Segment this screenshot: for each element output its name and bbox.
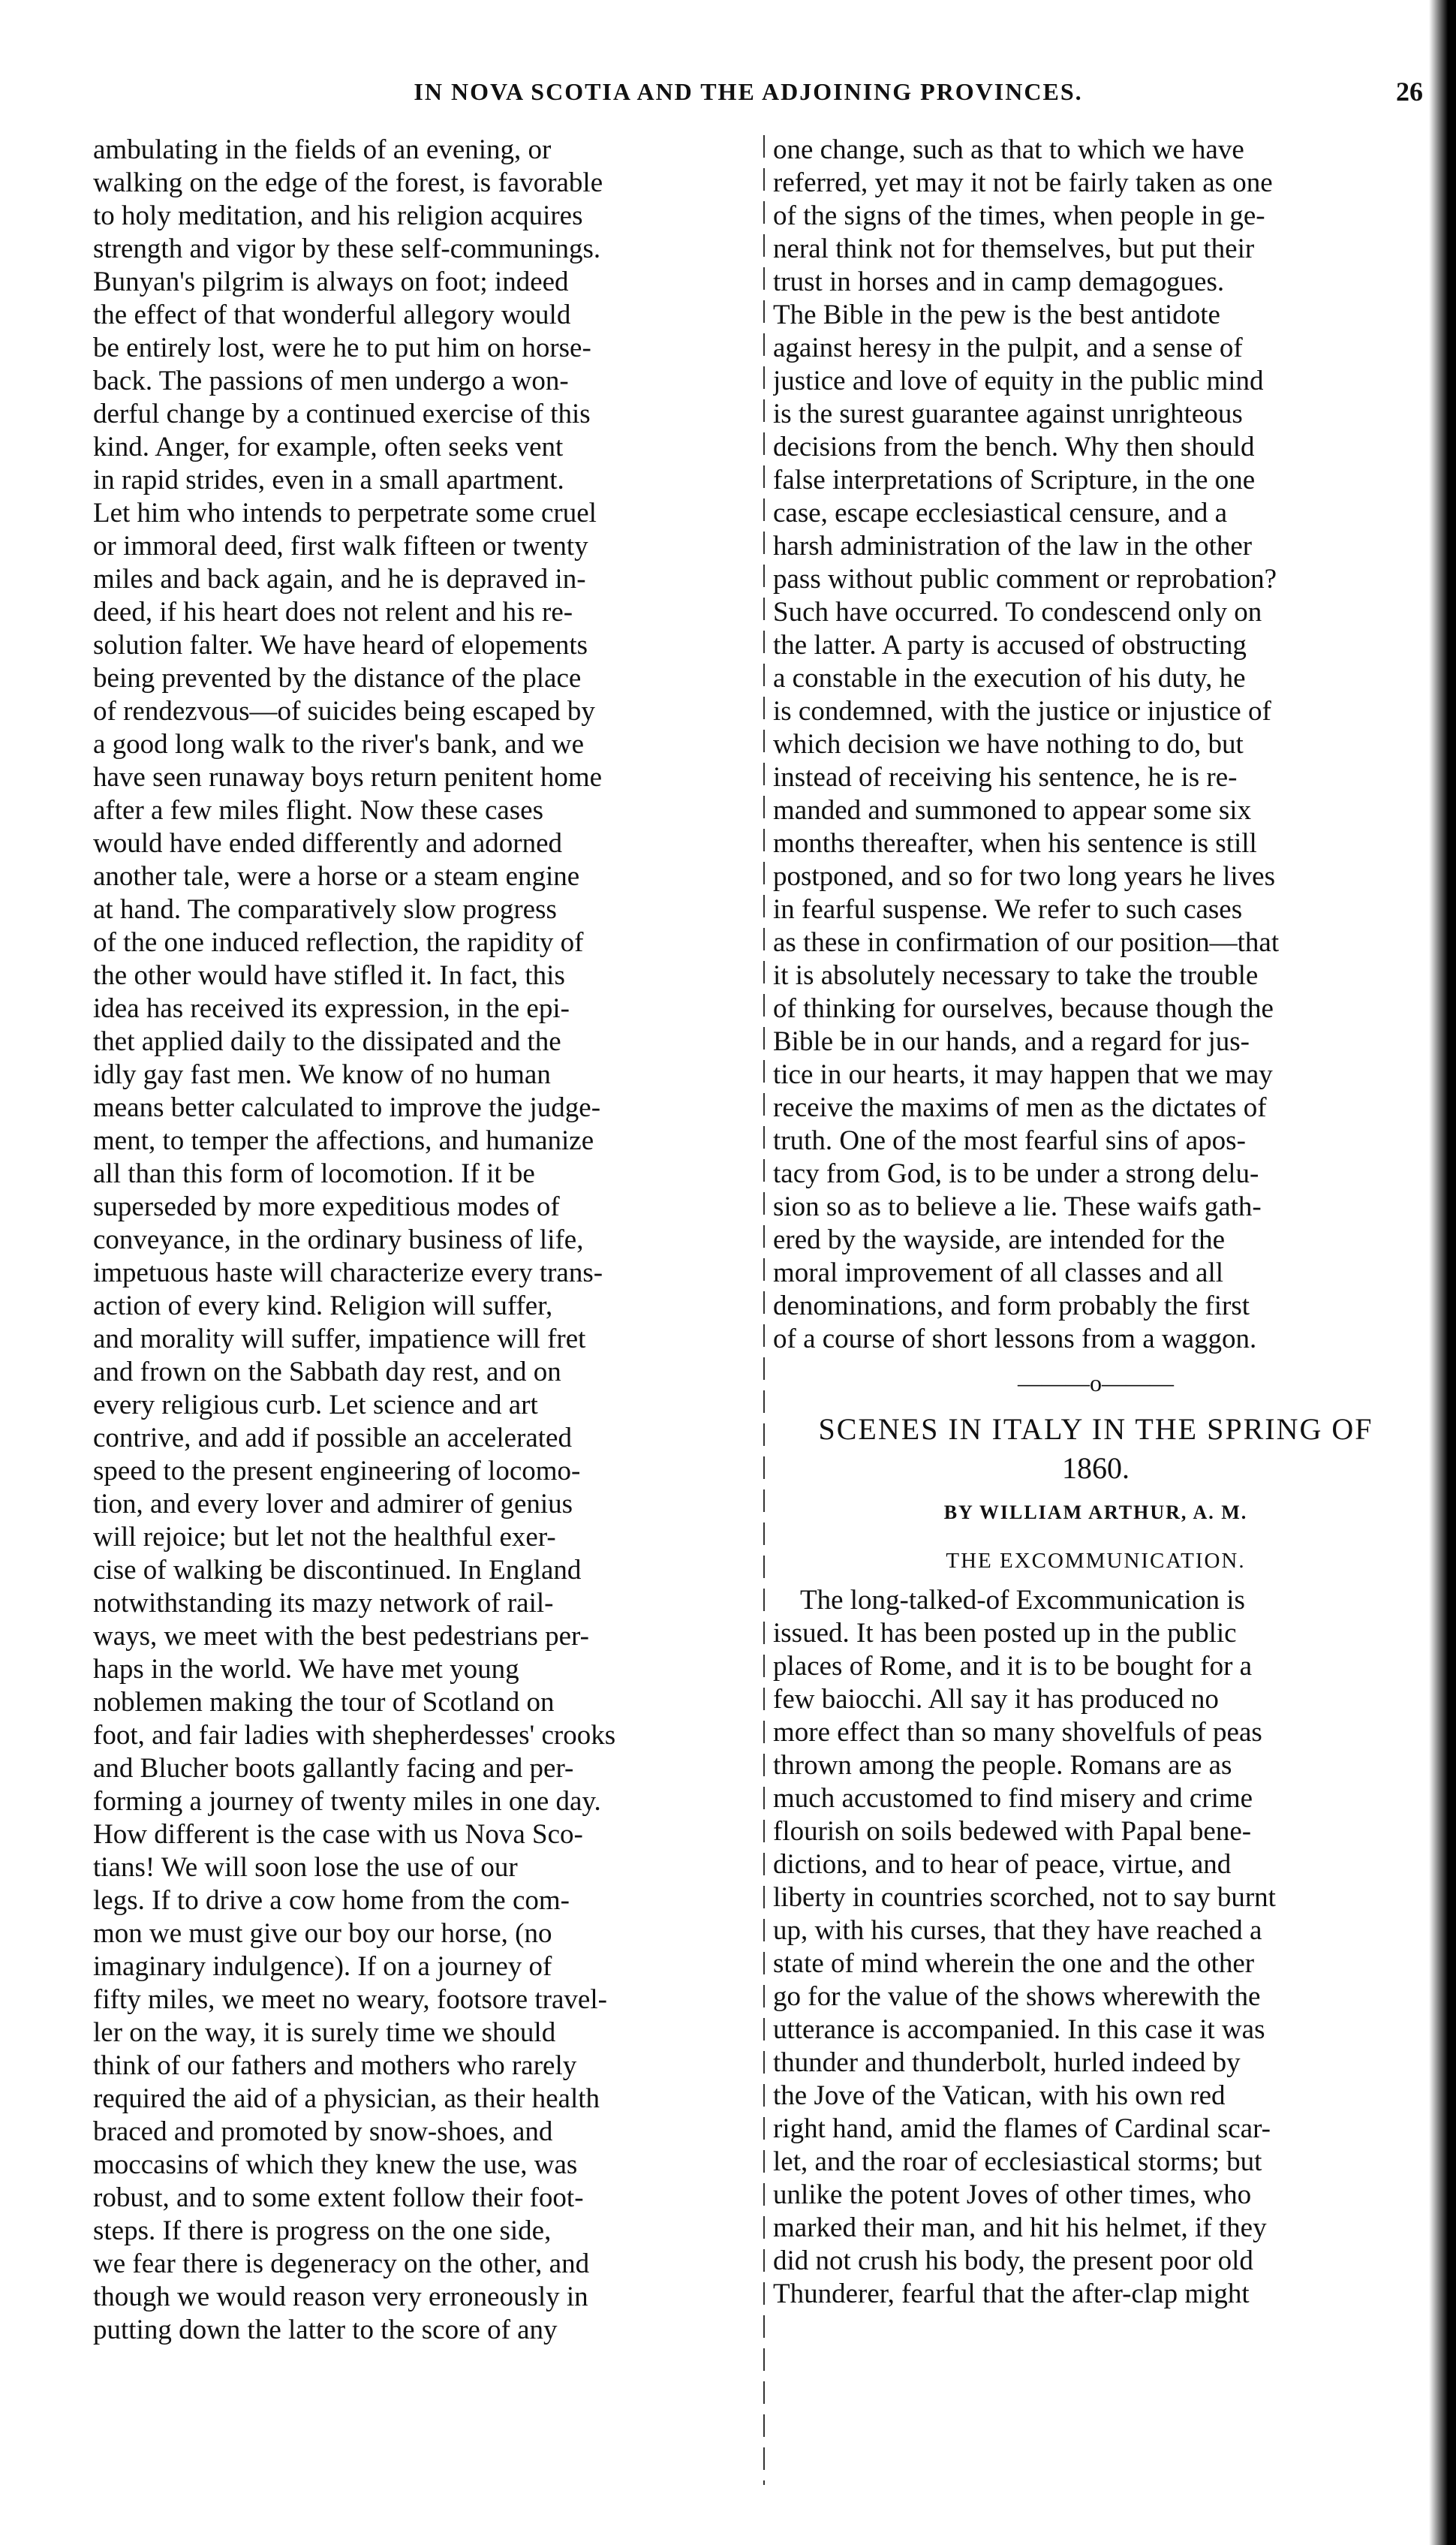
text-line: ways, we meet with the best pedestrians per- (93, 1621, 589, 1652)
text-line: robust, and to some extent follow their foot- (93, 2182, 584, 2213)
text-line: go for the value of the shows wherewith the (773, 1981, 1261, 2012)
text-line: and frown on the Sabbath day rest, and on (93, 1357, 561, 1387)
text-line: putting down the latter to the score of any (93, 2315, 558, 2345)
text-line: the other would have stifled it. In fact, this (93, 960, 565, 991)
text-line: tion, and every lover and admirer of genius (93, 1489, 573, 1519)
text-line: forming a journey of twenty miles in one day. (93, 1786, 601, 1817)
text-line: few baiocchi. All say it has produced no (773, 1684, 1219, 1715)
text-line: another tale, were a horse or a steam engine (93, 861, 580, 892)
text-line: issued. It has been posted up in the public (773, 1618, 1237, 1649)
text-line: means better calculated to improve the judge- (93, 1092, 601, 1123)
text-line: of the signs of the times, when people in ge- (773, 200, 1265, 231)
text-line: neral think not for themselves, but put their (773, 233, 1255, 264)
text-line: legs. If to drive a cow home from the com- (93, 1885, 570, 1916)
text-line: in fearful suspense. We refer to such cases (773, 894, 1243, 925)
text-line: harsh administration of the law in the other (773, 531, 1253, 562)
text-line: right hand, amid the flames of Cardinal scar- (773, 2113, 1271, 2144)
left-column (93, 134, 754, 2347)
text-line: of a course of short lessons from a waggon. (773, 1324, 1257, 1354)
text-line: kind. Anger, for example, often seeks vent (93, 432, 564, 462)
text-line: will rejoice; but let not the healthful exer- (93, 1522, 556, 1553)
text-line: tice in our hearts, it may happen that we may (773, 1059, 1273, 1090)
article-byline: BY WILLIAM ARTHUR, A. M. (943, 1501, 1248, 1523)
text-line: utterance is accompanied. In this case it was (773, 2014, 1265, 2045)
text-line: speed to the present engineering of locomo- (93, 1456, 581, 1486)
running-title: IN NOVA SCOTIA AND THE ADJOINING PROVINCES. (414, 78, 1083, 105)
text-line: action of every kind. Religion will suffer, (93, 1291, 553, 1321)
text-line: moccasins of which they knew the use, was (93, 2149, 578, 2180)
text-line: more effect than so many shovelfuls of peas (773, 1717, 1262, 1748)
text-line: The Bible in the pew is the best antidote (773, 300, 1220, 330)
text-line: denominations, and form probably the first (773, 1291, 1250, 1321)
text-line: which decision we have nothing to do, but (773, 729, 1244, 760)
text-line: steps. If there is progress on the one side, (93, 2215, 552, 2246)
text-line: braced and promoted by snow-shoes, and (93, 2116, 553, 2147)
text-line: truth. One of the most fearful sins of apos- (773, 1125, 1246, 1156)
text-line: it is absolutely necessary to take the trouble (773, 960, 1259, 991)
text-line: every religious curb. Let science and art (93, 1390, 538, 1420)
text-line: of thinking for ourselves, because though the (773, 993, 1274, 1024)
text-line: Such have occurred. To condescend only on (773, 597, 1262, 628)
text-line: tacy from God, is to be under a strong delu- (773, 1158, 1259, 1189)
text-line: after a few miles flight. Now these cases (93, 795, 544, 826)
text-line: fifty miles, we meet no weary, footsore travel- (93, 1984, 607, 2015)
text-line: is the surest guarantee against unrighteous (773, 399, 1243, 429)
text-line: and morality will suffer, impatience will fret (93, 1324, 586, 1354)
text-line: instead of receiving his sentence, he is re- (773, 762, 1238, 793)
text-line: one change, such as that to which we have (773, 134, 1244, 165)
text-line: sion so as to believe a lie. These waifs gath- (773, 1191, 1262, 1222)
text-line: months thereafter, when his sentence is still (773, 828, 1257, 859)
text-line: think of our fathers and mothers who rarely (93, 2050, 577, 2081)
text-line: impetuous haste will characterize every trans- (93, 1257, 603, 1288)
right-column-text-bottom (773, 1584, 1418, 2311)
text-line: Let him who intends to perpetrate some cruel (93, 498, 597, 529)
right-column-text-top (773, 134, 1418, 1356)
text-line: referred, yet may it not be fairly taken as one (773, 167, 1273, 198)
text-line: cise of walking be discontinued. In England (93, 1555, 582, 1586)
text-line: imaginary indulgence). If on a journey of (93, 1951, 552, 1982)
text-line: let, and the roar of ecclesiastical storms; but (773, 2146, 1262, 2177)
text-line: manded and summoned to appear some six (773, 795, 1252, 826)
text-line: Bunyan's pilgrim is always on foot; indeed (93, 267, 569, 297)
text-line: all than this form of locomotion. If it be (93, 1158, 535, 1189)
text-line: we fear there is degeneracy on the other, and (93, 2248, 590, 2279)
text-line: miles and back again, and he is depraved in- (93, 564, 586, 595)
text-line: in rapid strides, even in a small apartment. (93, 465, 564, 495)
text-line: haps in the world. We have met young (93, 1654, 519, 1685)
text-line: back. The passions of men undergo a won- (93, 366, 569, 396)
text-line: justice and love of equity in the public mind (773, 366, 1264, 396)
text-line: liberty in countries scorched, not to say burnt (773, 1882, 1276, 1913)
text-line: walking on the edge of the forest, is favorable (93, 167, 603, 198)
text-line: ment, to temper the affections, and humanize (93, 1125, 594, 1156)
text-line: the latter. A party is accused of obstructing (773, 630, 1247, 661)
text-line: mon we must give our boy our horse, (no (93, 1918, 552, 1949)
text-line: receive the maxims of men as the dictates of (773, 1092, 1267, 1123)
text-line: flourish on soils bedewed with Papal bene- (773, 1816, 1252, 1847)
text-line: noblemen making the tour of Scotland on (93, 1687, 555, 1718)
text-line: or immoral deed, first walk fifteen or twenty (93, 531, 588, 562)
text-line: marked their man, and hit his helmet, if they (773, 2212, 1267, 2243)
article-subhead: THE EXCOMMUNICATION. (946, 1549, 1246, 1573)
text-line: being prevented by the distance of the place (93, 663, 582, 694)
text-line: the Jove of the Vatican, with his own red (773, 2080, 1226, 2111)
page-edge-shadow (1429, 0, 1456, 2545)
text-line: false interpretations of Scripture, in the one (773, 465, 1256, 495)
text-line: case, escape ecclesiastical censure, and a (773, 498, 1227, 529)
section-year: 1860. (1062, 1451, 1130, 1485)
text-line: decisions from the bench. Why then should (773, 432, 1255, 462)
text-line: thunder and thunderbolt, hurled indeed by (773, 2047, 1241, 2078)
text-line: though we would reason very erroneously in (93, 2281, 588, 2312)
page-number: 26 (1396, 77, 1423, 107)
text-line: state of mind wherein the one and the other (773, 1948, 1255, 1979)
text-line: The long-talked-of Excommunication is (800, 1585, 1245, 1616)
text-line: thrown among the people. Romans are as (773, 1750, 1232, 1781)
text-line: ler on the way, it is surely time we should (93, 2017, 556, 2048)
text-line: against heresy in the pulpit, and a sense of (773, 333, 1243, 363)
text-line: derful change by a continued exercise of this (93, 399, 591, 429)
section-title: SCENES IN ITALY IN THE SPRING OF (818, 1412, 1373, 1446)
text-line: much accustomed to find misery and crime (773, 1783, 1253, 1814)
text-line: required the aid of a physician, as their health (93, 2083, 600, 2114)
text-line: a good long walk to the river's bank, and we (93, 729, 585, 760)
text-line: a constable in the execution of his duty, he (773, 663, 1246, 694)
right-column (773, 134, 1418, 2311)
text-line: strength and vigor by these self-communings. (93, 233, 601, 264)
text-line: thet applied daily to the dissipated and the (93, 1026, 561, 1057)
text-line: moral improvement of all classes and all (773, 1257, 1224, 1288)
text-line: How different is the case with us Nova Sco- (93, 1819, 583, 1850)
text-line: and Blucher boots gallantly facing and per- (93, 1753, 574, 1784)
text-line: idly gay fast men. We know of no human (93, 1059, 551, 1090)
text-line: foot, and fair ladies with shepherdesses' crooks (93, 1720, 616, 1751)
text-line: have seen runaway boys return penitent home (93, 762, 603, 793)
text-line: ambulating in the fields of an evening, or (93, 134, 552, 165)
text-line: would have ended differently and adorned (93, 828, 563, 859)
text-line: dictions, and to hear of peace, virtue, and (773, 1849, 1232, 1880)
text-line: tians! We will soon lose the use of our (93, 1852, 518, 1883)
text-line: notwithstanding its mazy network of rail- (93, 1588, 554, 1619)
text-line: trust in horses and in camp demagogues. (773, 267, 1225, 297)
text-line: the effect of that wonderful allegory would (93, 300, 571, 330)
text-line: pass without public comment or reprobation? (773, 564, 1277, 595)
page-header (68, 69, 1429, 114)
text-line: superseded by more expeditious modes of (93, 1191, 560, 1222)
text-line: places of Rome, and it is to be bought for a (773, 1651, 1253, 1682)
text-line: at hand. The comparatively slow progress (93, 894, 557, 925)
text-line: postponed, and so for two long years he lives (773, 861, 1275, 892)
text-line: solution falter. We have heard of elopements (93, 630, 588, 661)
text-line: of rendezvous—of suicides being escaped by (93, 696, 595, 727)
text-line: as these in confirmation of our position—that (773, 927, 1280, 958)
text-line: idea has received its expression, in the epi- (93, 993, 570, 1024)
text-line: Thunderer, fearful that the after-clap might (773, 2278, 1250, 2309)
text-line: conveyance, in the ordinary business of life, (93, 1224, 584, 1255)
text-line: deed, if his heart does not relent and his re- (93, 597, 573, 628)
column-divider (763, 135, 765, 2485)
text-line: contrive, and add if possible an accelerated (93, 1423, 572, 1453)
text-line: of the one induced reflection, the rapidity of (93, 927, 584, 958)
text-line: to holy meditation, and his religion acquires (93, 200, 583, 231)
text-line: ered by the wayside, are intended for the (773, 1224, 1226, 1255)
text-line: did not crush his body, the present poor old (773, 2245, 1253, 2276)
text-line: unlike the potent Joves of other times, who (773, 2179, 1252, 2210)
text-line: be entirely lost, were he to put him on horse- (93, 333, 591, 363)
section-ornament: ———o——— (1018, 1369, 1174, 1396)
text-line: Bible be in our hands, and a regard for jus- (773, 1026, 1250, 1057)
text-line: is condemned, with the justice or injustice of (773, 696, 1271, 727)
text-line: up, with his curses, that they have reached a (773, 1915, 1262, 1946)
